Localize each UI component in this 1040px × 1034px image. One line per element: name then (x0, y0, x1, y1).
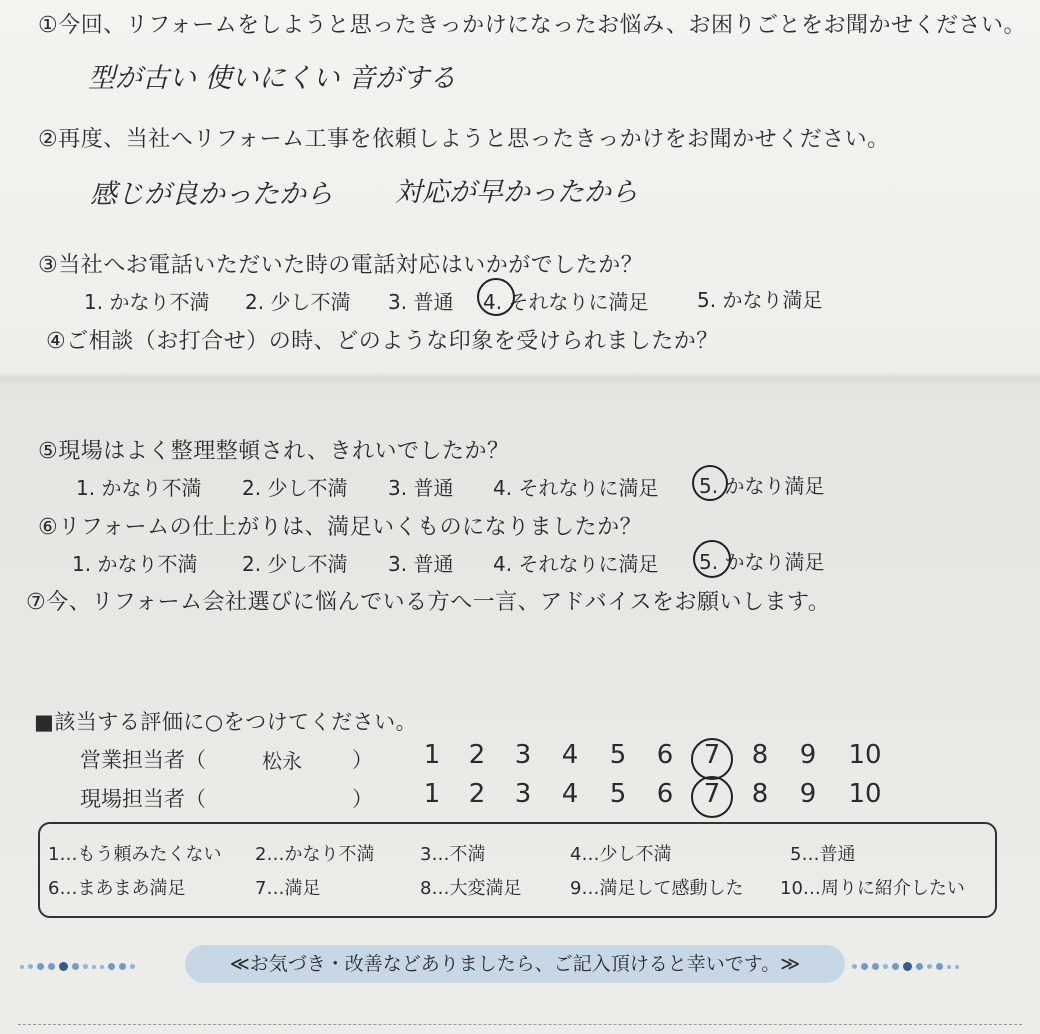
legend-7: 7…満足 (255, 878, 321, 899)
site-score-7[interactable]: 7 (703, 779, 721, 809)
sales-score-4[interactable]: 4 (561, 740, 579, 770)
legend-6: 6…まあまあ満足 (48, 878, 186, 899)
sales-score-7[interactable]: 7 (703, 740, 721, 770)
sales-rep-close-paren: ） (352, 748, 373, 772)
comment-line (18, 1024, 1022, 1025)
legend-1: 1…もう頼みたくない (48, 844, 222, 865)
q6-selected-circle (693, 540, 731, 578)
sales-score-5[interactable]: 5 (609, 740, 627, 770)
site-score-1[interactable]: 1 (423, 779, 441, 809)
legend-5: 5…普通 (790, 844, 856, 865)
site-score-5[interactable]: 5 (609, 779, 627, 809)
q5-option-3[interactable]: 3. 普通 (388, 476, 454, 500)
sales-selected-circle (691, 738, 733, 780)
question-4: ④ご相談（お打合せ）の時、どのような印象を受けられましたか？ (46, 329, 719, 354)
site-score-8[interactable]: 8 (751, 779, 769, 809)
paper-fold (0, 373, 1040, 383)
decorative-dots-left (20, 956, 139, 972)
question-5: ⑤現場はよく整理整頓され、きれいでしたか？ (38, 439, 510, 464)
rating-legend-box (38, 822, 997, 918)
question-2: ②再度、当社へリフォーム工事を依頼しようと思ったきっかけをお聞かせください。 (38, 127, 890, 152)
sales-score-9[interactable]: 9 (799, 740, 817, 770)
site-rep-label: 現場担当者（ (80, 787, 206, 811)
sales-rep-label: 営業担当者（ (80, 748, 206, 772)
answer-2b-handwritten: 対応が早かったから (395, 177, 638, 208)
q6-option-1[interactable]: 1. かなり不満 (72, 552, 198, 576)
site-score-6[interactable]: 6 (656, 779, 674, 809)
legend-9: 9…満足して感動した (570, 878, 744, 899)
sales-score-3[interactable]: 3 (514, 740, 532, 770)
question-1: ①今回、リフォームをしようと思ったきっかけになったお悩み、お困りごとをお聞かせください。 (38, 13, 1026, 38)
site-score-3[interactable]: 3 (514, 779, 532, 809)
sales-score-10[interactable]: 10 (848, 740, 882, 770)
q6-option-4[interactable]: 4. それなりに満足 (493, 552, 659, 576)
legend-2: 2…かなり不満 (255, 844, 375, 865)
q6-option-3[interactable]: 3. 普通 (388, 552, 454, 576)
answer-1-handwritten: 型が古い 使いにくい 音がする (88, 63, 457, 94)
rating-heading: ■該当する評価に○をつけてください。 (34, 710, 418, 734)
q5-option-4[interactable]: 4. それなりに満足 (493, 476, 659, 500)
q5-selected-circle (692, 465, 728, 501)
q3-option-3[interactable]: 3. 普通 (388, 290, 454, 314)
feedback-banner: ≪お気づき・改善などありましたら、ご記入頂けると幸いです。≫ (185, 945, 845, 983)
q3-option-4[interactable]: 4. それなりに満足 (483, 290, 649, 314)
answer-2a-handwritten: 感じが良かったから (90, 179, 333, 210)
legend-8: 8…大変満足 (420, 878, 522, 899)
q6-option-2[interactable]: 2. 少し不満 (242, 552, 348, 576)
question-3: ③当社へお電話いただいた時の電話対応はいかがでしたか？ (38, 253, 644, 278)
legend-10: 10…周りに紹介したい (780, 878, 965, 899)
q5-option-5[interactable]: 5. かなり満足 (699, 474, 825, 498)
question-6: ⑥リフォームの仕上がりは、満足いくものになりましたか？ (38, 515, 643, 540)
site-score-4[interactable]: 4 (561, 779, 579, 809)
q3-option-2[interactable]: 2. 少し不満 (245, 290, 351, 314)
q3-option-5[interactable]: 5. かなり満足 (697, 288, 823, 312)
site-score-10[interactable]: 10 (848, 779, 882, 809)
q5-option-2[interactable]: 2. 少し不満 (242, 476, 348, 500)
site-selected-circle (691, 776, 733, 818)
sales-score-8[interactable]: 8 (751, 740, 769, 770)
legend-3: 3…不満 (420, 844, 486, 865)
question-7: ⑦今、リフォーム会社選びに悩んでいる方へ一言、アドバイスをお願いします。 (26, 590, 831, 615)
sales-score-2[interactable]: 2 (468, 740, 486, 770)
sales-score-1[interactable]: 1 (423, 740, 441, 770)
site-score-2[interactable]: 2 (468, 779, 486, 809)
site-rep-close-paren: ） (352, 787, 373, 811)
site-score-9[interactable]: 9 (799, 779, 817, 809)
sales-score-6[interactable]: 6 (656, 740, 674, 770)
sales-rep-name-handwritten: 松永 (262, 749, 302, 773)
decorative-dots-right (852, 956, 963, 972)
q6-option-5[interactable]: 5. かなり満足 (699, 550, 825, 574)
q5-option-1[interactable]: 1. かなり不満 (76, 476, 202, 500)
q3-option-1[interactable]: 1. かなり不満 (84, 290, 210, 314)
legend-4: 4…少し不満 (570, 844, 672, 865)
q3-selected-circle (477, 278, 515, 316)
